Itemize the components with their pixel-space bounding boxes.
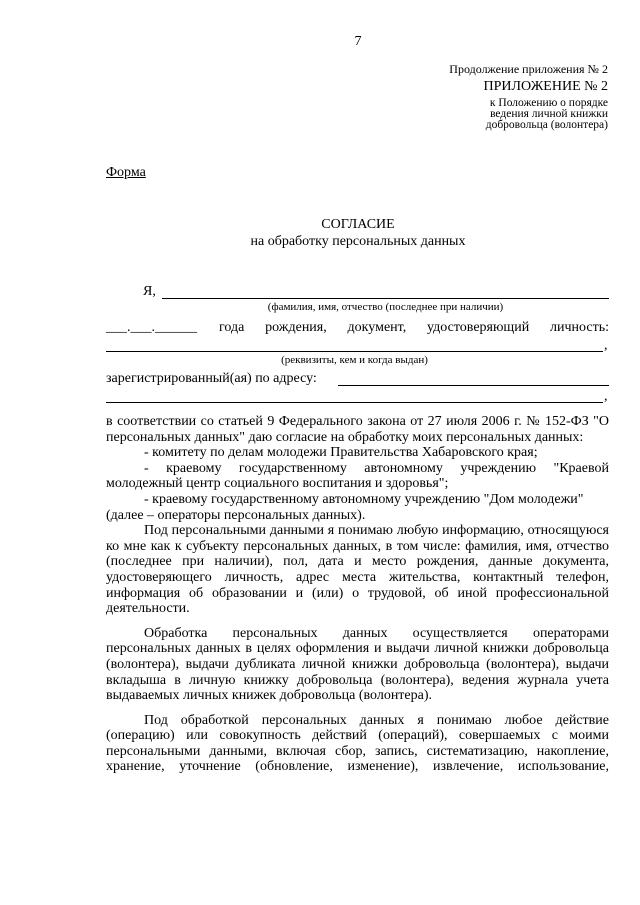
fio-hint: (фамилия, имя, отчество (последнее при наличии) bbox=[267, 301, 504, 313]
operator-item-1: - комитету по делам молодежи Правительства Хабаровского края; bbox=[144, 445, 538, 461]
appendix-title: ПРИЛОЖЕНИЕ № 2 bbox=[483, 79, 608, 94]
address-line-1[interactable] bbox=[338, 385, 609, 386]
i-label: Я, bbox=[143, 284, 156, 299]
paragraph-operators: (далее – операторы персональных данных). bbox=[106, 507, 366, 523]
operator-item-3: - краевому государственному автономному учреждению "Дом молодежи" bbox=[144, 491, 584, 507]
paragraph-personal-data: Под персональными данными я понимаю любую информацию, относящуюся ко мне как к субъекту персональных данных, в том числе: фамилия, имя, отчество (последнее при наличии), пол, дата и место рождения, данные документа, удостоверяющего личность, адрес места жительства, контактный телефон, информация об образовании и (или) о трудовой, об иной профессиональной деятельности. bbox=[106, 523, 609, 617]
operator-item-2: - краевому государственному автономному учреждению "Краевой молодежный центр социального воспитания и здоровья"; bbox=[106, 460, 609, 492]
document-hint: (реквизиты, кем и когда выдан) bbox=[281, 354, 428, 366]
consent-subtitle: на обработку персональных данных bbox=[250, 234, 466, 249]
birth-text: года рождения, документ, удостоверяющий личность: bbox=[219, 320, 609, 335]
appendix-ref-line3: добровольца (волонтера) bbox=[485, 119, 608, 131]
form-label: Форма bbox=[106, 165, 146, 180]
paragraph-legal-basis: в соответствии со статьей 9 Федерального закона от 27 июля 2006 г. № 152-ФЗ "О персональных данных" даю согласие на обработку моих персональных данных: bbox=[106, 414, 609, 445]
appendix-continuation: Продолжение приложения № 2 bbox=[449, 62, 608, 76]
paragraph-processing-definition: Под обработкой персональных данных я понимаю любое действие (операцию) или совокупность действий (операций), совершаемых с моими персональными данными, включая сбор, запись, систематизацию, накопление, хранение, уточнение (обновление, изменение), извлечение, использование, bbox=[106, 712, 609, 775]
fio-line[interactable] bbox=[162, 298, 609, 299]
appendix-ref-line1: к Положению о порядке bbox=[489, 97, 608, 109]
page-number: 7 bbox=[354, 34, 362, 49]
document-line[interactable] bbox=[106, 351, 603, 352]
comma-1: , bbox=[604, 338, 608, 353]
consent-body bbox=[106, 414, 609, 775]
address-line-2[interactable] bbox=[106, 402, 603, 403]
comma-2: , bbox=[604, 389, 608, 404]
appendix-ref-line2: ведения личной книжки bbox=[490, 108, 608, 120]
address-label: зарегистрированный(ая) по адресу: bbox=[106, 371, 317, 386]
paragraph-processing-purpose: Обработка персональных данных осуществляется операторами персональных данных в целях оформления и выдачи личной книжки добровольца (волонтера), выдачи дубликата личной книжки добровольца (волонтера), выдачи вкладыша в личную книжку добровольца (волонтера), ведения журнала учета выдаваемых личных книжек добровольца (волонтера). bbox=[106, 625, 609, 704]
consent-title: СОГЛАСИЕ bbox=[321, 217, 395, 232]
birth-date-blanks[interactable]: ___.___.______ bbox=[106, 320, 197, 335]
